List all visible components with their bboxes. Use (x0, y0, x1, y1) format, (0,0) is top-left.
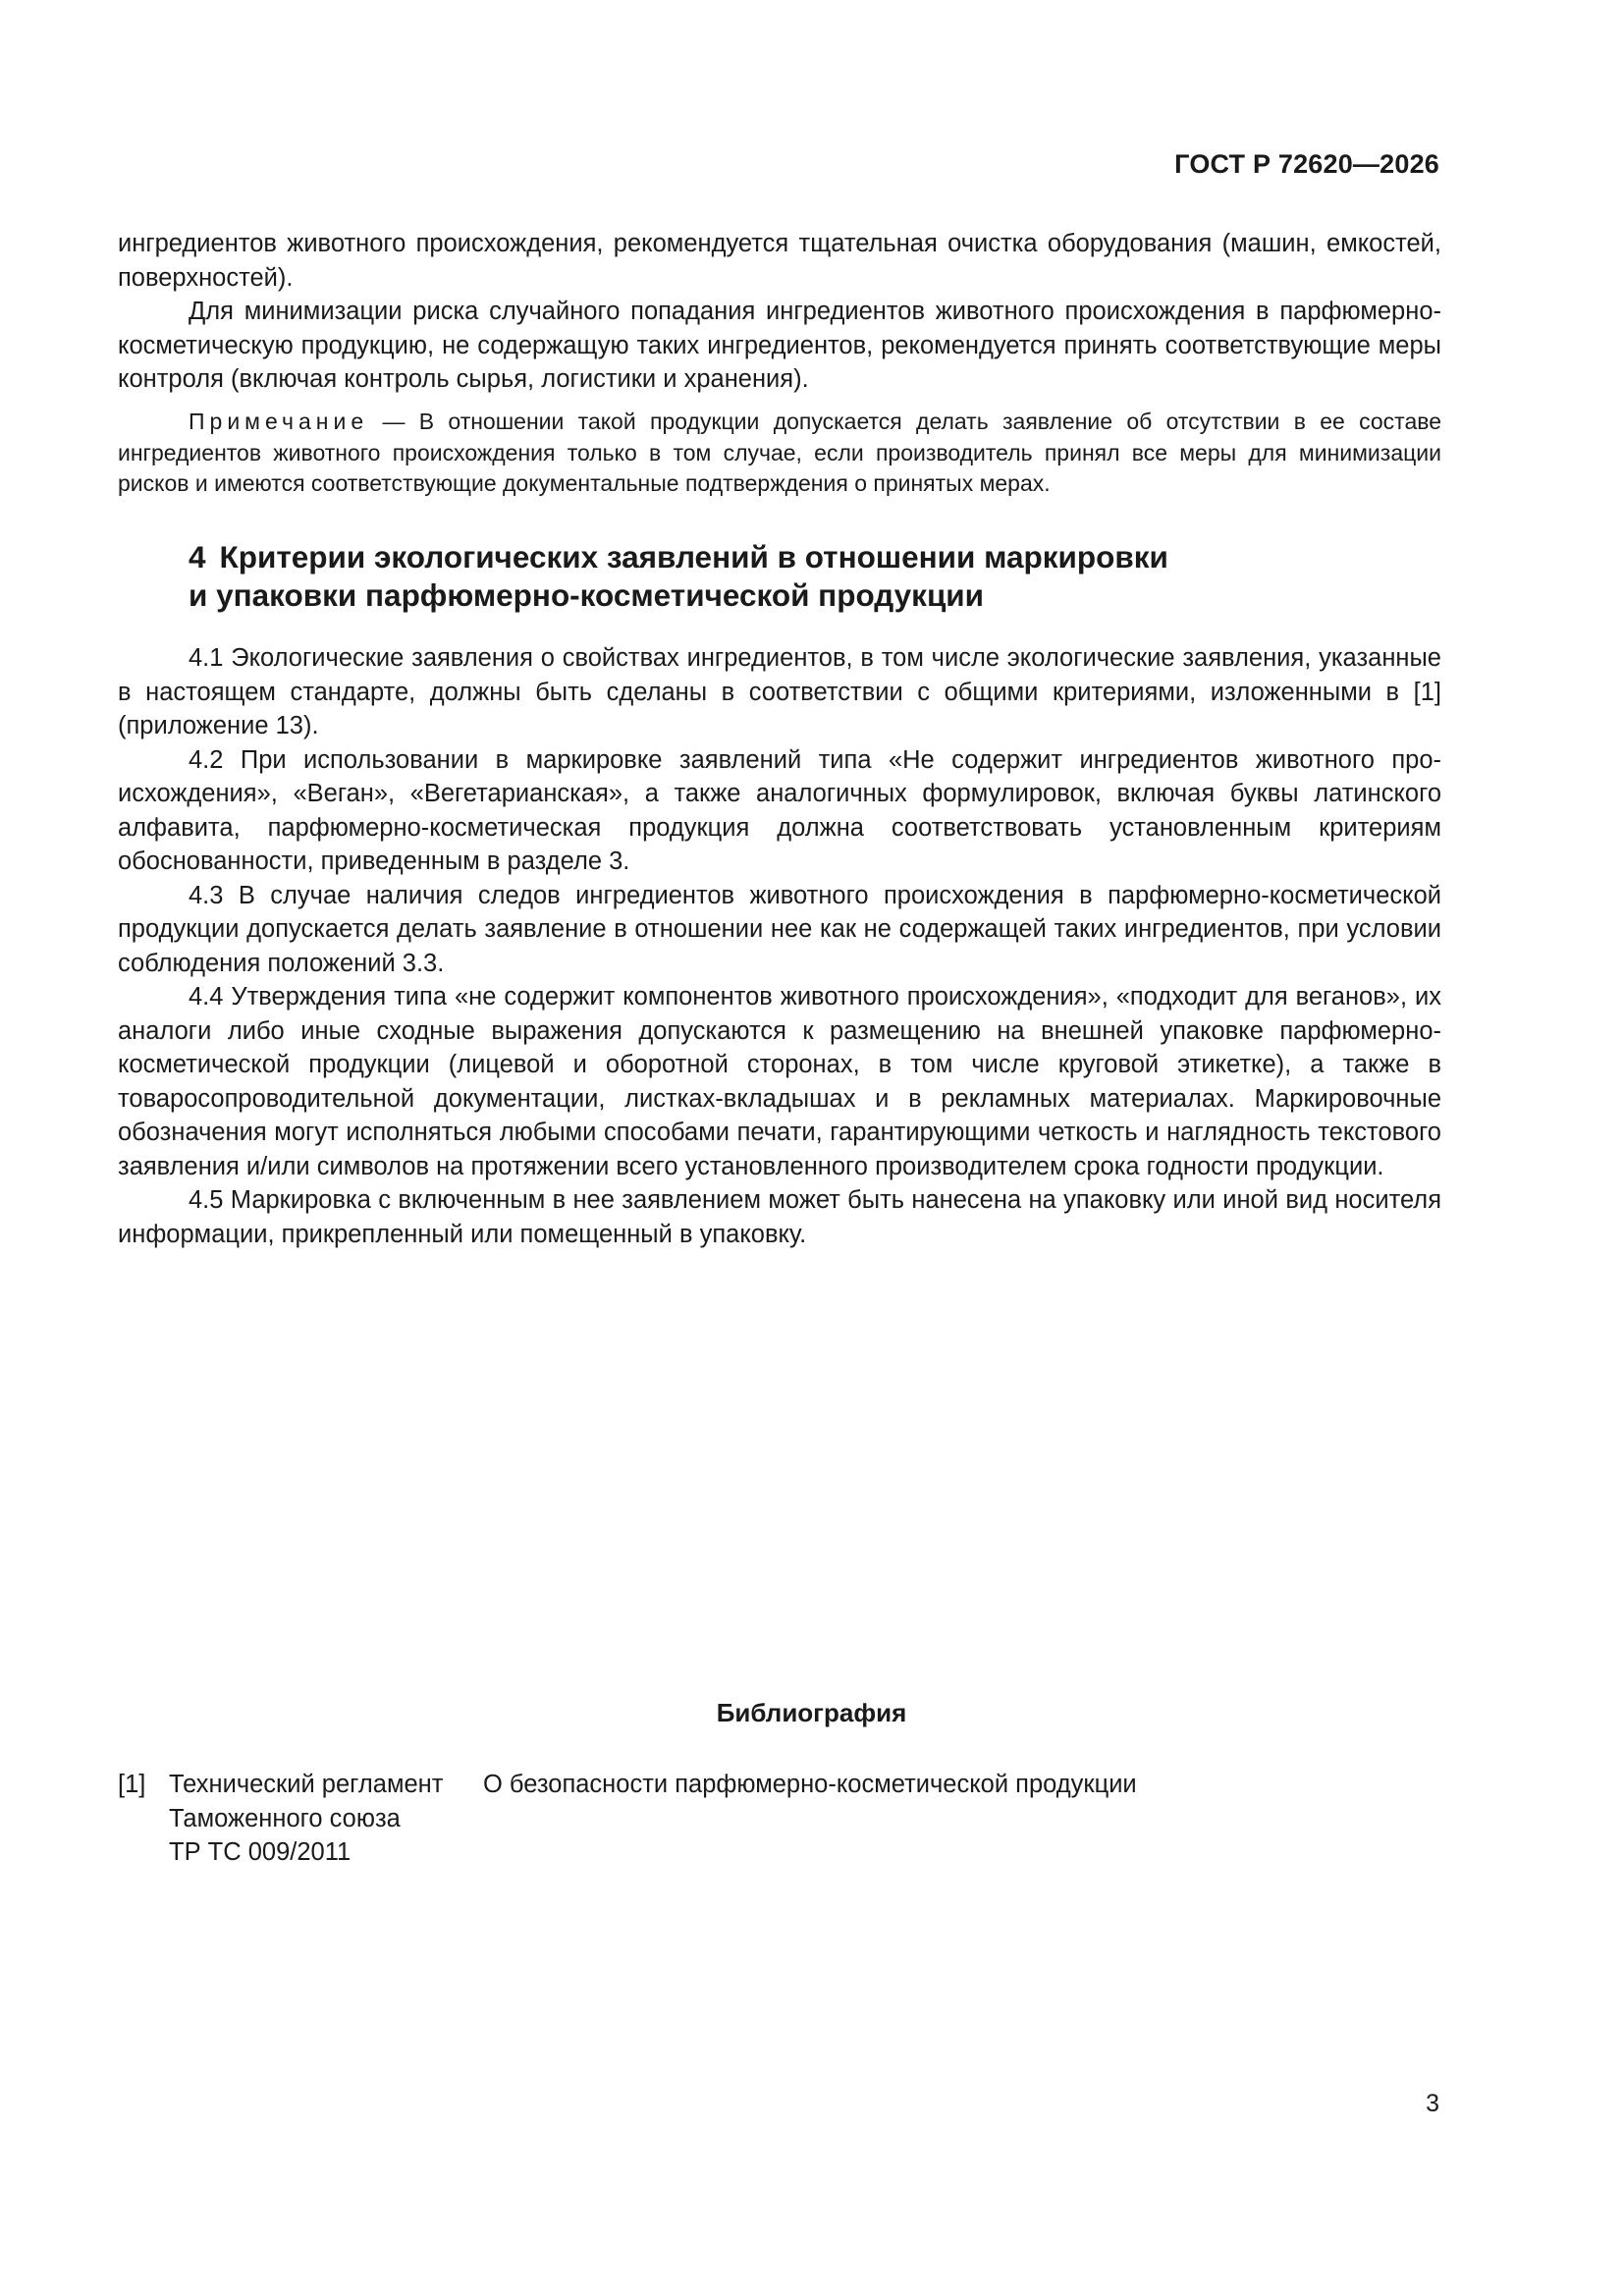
note-text: — В отношении такой продукции допускается делать заявление об отсутствии в ее составе ингредиентов животного происхождения только в том случае, если производитель принял все меры для минимизации рисков и имеются соответствующие документальные подтверждения о принятых мерах. (118, 409, 1441, 496)
note-label: Примечание (189, 409, 369, 434)
reference-number: [1] (118, 1771, 146, 1798)
reference-document (169, 1768, 522, 1870)
reference-document-line: Технический регламент (169, 1771, 444, 1798)
clause-4-5: 4.5 Маркировка с включенным в нее заявлением может быть нанесена на упаковку или иной вид носителя информации, прикрепленный или помещенный в упаковку. (118, 1186, 1441, 1248)
reference-document-line: Таможенного союза (169, 1804, 401, 1832)
clause-4-2: 4.2 При использовании в маркировке заявлений типа «Не содержит ингредиентов животного происхождения», «Веган», «Вегетарианская», а также аналогичных формулировок, включая буквы латинского алфавита, парфюмерно-косметическая продукция должна соответствовать установленным критериям обоснованности, приведенным в разделе 3. (118, 745, 1441, 875)
continuation-text (118, 227, 1441, 397)
page-number: 3 (1426, 2090, 1439, 2117)
section-number: 4 (189, 539, 206, 574)
section-title-line2: и упаковки парфюмерно-косметической продукции (189, 577, 985, 613)
section-title-line1: Критерии экологических заявлений в отношении маркировки (219, 539, 1168, 574)
paragraph: Для минимизации риска случайного попадания ингредиентов животного происхождения в парфюмерно-косметическую продукцию, не содержащую таких ингредиентов, рекомендуется принять соответствующие меры контроля (включая контроль сырья, логистики и хранения). (118, 298, 1441, 393)
standard-code: ГОСТ Р 72620—2026 (1174, 149, 1439, 179)
section-body (118, 641, 1441, 1251)
clause-4-3: 4.3 В случае наличия следов ингредиентов животного происхождения в парфюмерно-косметической продукции допускается делать заявление в отношении нее как не содержащей таких ингредиентов, при условии соблюдения положений 3.3. (118, 881, 1441, 977)
clause-4-1: 4.1 Экологические заявления о свойствах ингредиентов, в том числе экологические заявления, указанные в настоящем стандарте, должны быть сделаны в соответствии с общими критериями, изложенными в [1] (приложение 13). (118, 644, 1441, 739)
clause-4-4: 4.4 Утверждения типа «не содержит компонентов животного происхождения», «подходит для веганов», их аналоги либо иные сходные выражения допускаются к размещению на внешней упаковке парфюмерно-косметической продукции (лицевой и оборотной сторонах, в том числе круговой этикетке), а также в товаросопроводительной документации, листках-вкладышах и в рекламных материалах. Маркировочные обозначения могут исполняться любыми способами печати, гарантирующими четкость и наглядность текстового заявления и/или символов на протяжении всего установленного производителем срока годности продукции. (118, 983, 1441, 1180)
bibliography-title: Библиография (716, 1698, 907, 1727)
reference-title: О безопасности парфюмерно-косметической продукции (483, 1771, 1137, 1798)
reference-document-line: ТР ТС 009/2011 (169, 1838, 352, 1866)
paragraph-continued: ингредиентов животного происхождения, рекомендуется тщательная очистка оборудования (машин, емкостей, поверхностей). (118, 230, 1441, 292)
note (118, 407, 1441, 500)
section-heading (189, 538, 1367, 615)
